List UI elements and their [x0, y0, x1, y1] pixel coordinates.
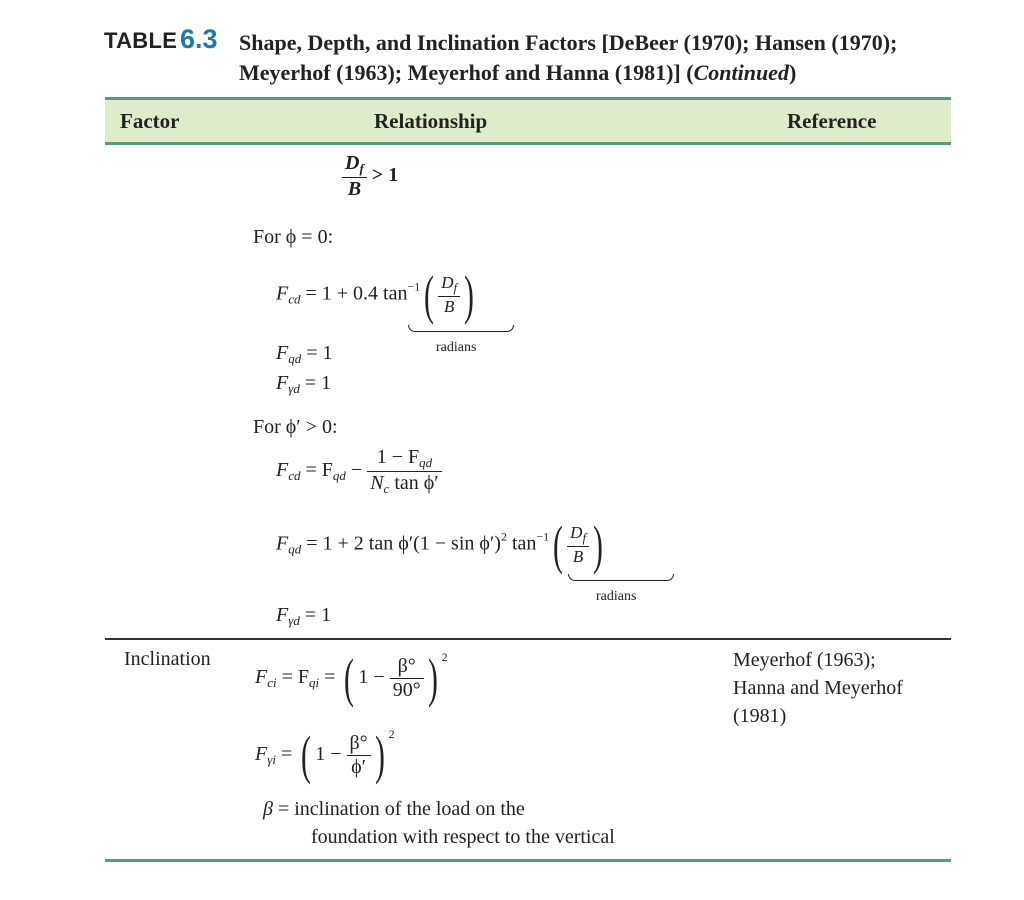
caption-line-2: Meyerhof (1963); Meyerhof and Hanna (1981)] (Continued) [239, 60, 797, 85]
caption-line-1: Shape, Depth, and Inclination Factors [DeBeer (1970); Hansen (1970); [239, 30, 898, 55]
header-reference: Reference [787, 109, 877, 133]
fcd-equation: $F_{cd} = 1 + 0.4$ $\tan^{-1}$( $\frac{D_f}{B}$ ) [276, 265, 475, 325]
fci-equation: $F_{ci} = F_{qi}$ = ( 1 − $\frac{\beta^\circ}{90^\circ}$ ) $^2$ [255, 648, 448, 709]
fyi-equation: $F_{\gamma i}$ = ( 1 − $\frac{\beta^\circ}{\phi'}$ ) $^2$ [255, 725, 395, 786]
fyd-equation: $F_{\gamma d} = 1$ [276, 372, 332, 396]
fyd2-equation: $F_{\gamma d} = 1$ [276, 604, 332, 628]
reference-line-1: Meyerhof (1963); [733, 649, 876, 671]
beta-definition-cont: foundation with respect to the vertical [311, 826, 615, 848]
table-label: TABLE [104, 28, 178, 53]
radians-label-2: radians [596, 589, 637, 604]
phi-prime-label: For ϕ′ > 0: [253, 416, 338, 438]
table-bottom-rule [105, 859, 951, 862]
reference-line-2: Hanna and Meyerhof [733, 677, 903, 699]
beta-definition: β = inclination of the load on the [263, 798, 525, 820]
header-relationship: Relationship [374, 109, 488, 133]
radians-label-1: radians [436, 340, 477, 355]
fqd-equation: $F_{qd} = 1$ [276, 342, 333, 366]
radians-brace-2 [568, 574, 674, 581]
fqd2-equation: $F_{qd} = 1 + 2$ $\tan \phi'(1 - \sin \phi')^2$ $\tan^{-1}$( $\frac{D_f}{B}$ ) [276, 515, 604, 575]
header-factor: Factor [120, 109, 180, 133]
factor-inclination: Inclination [124, 648, 211, 670]
phi-zero-label: For ϕ = 0: [253, 226, 334, 248]
table-number: 6.3 [180, 24, 218, 54]
radians-brace-1 [408, 325, 514, 332]
reference-line-3: (1981) [733, 705, 787, 727]
depth-condition: $\frac{D_f}{B}$ > 1 [342, 152, 398, 201]
fcd2-equation: $F_{cd} = F_{qd}$ − $\frac{1 - F_{qd}}{N_c \tan \phi'}$ [276, 446, 442, 497]
section-divider [105, 638, 951, 640]
